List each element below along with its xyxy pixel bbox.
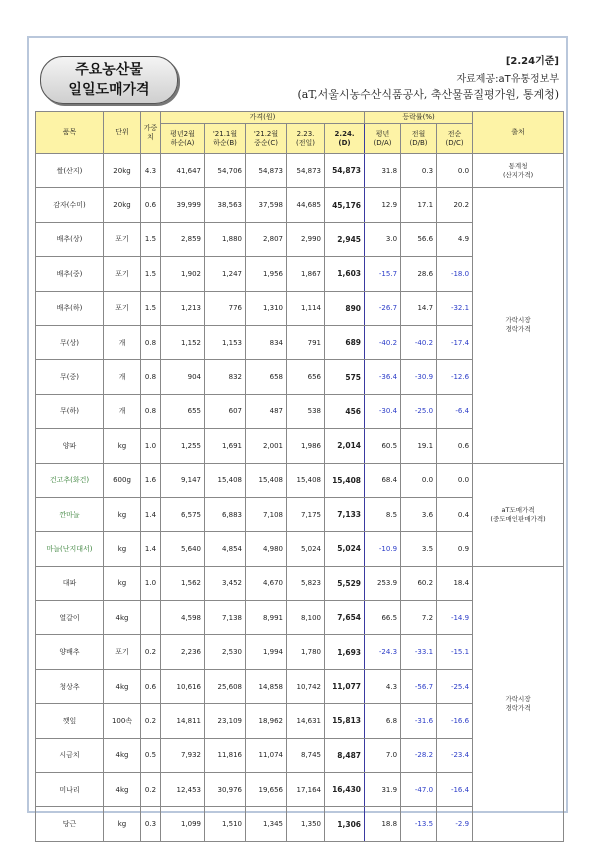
rate-db-cell: -40.2 bbox=[401, 325, 437, 359]
rate-da-cell: -40.2 bbox=[365, 325, 401, 359]
date-reference: [2.24기준] bbox=[505, 56, 559, 67]
price-d-cell: 1,603 bbox=[325, 257, 365, 291]
price-b-cell: 1,247 bbox=[205, 257, 246, 291]
col-dc: 전순 (D/C) bbox=[437, 124, 473, 154]
price-prev-cell: 1,867 bbox=[287, 257, 325, 291]
rate-db-cell: -33.1 bbox=[401, 635, 437, 669]
source-cell: 가락시장 경락가격 bbox=[473, 188, 564, 463]
price-prev-cell: 1,114 bbox=[287, 291, 325, 325]
weight-cell: 0.2 bbox=[141, 773, 161, 807]
price-prev-cell: 15,408 bbox=[287, 463, 325, 497]
price-prev-cell: 538 bbox=[287, 394, 325, 428]
weight-cell: 0.2 bbox=[141, 635, 161, 669]
price-d-cell: 1,693 bbox=[325, 635, 365, 669]
item-cell: 양배추 bbox=[36, 635, 104, 669]
rate-dc-cell: 0.6 bbox=[437, 429, 473, 463]
rate-db-cell: 0.0 bbox=[401, 463, 437, 497]
weight-cell: 1.6 bbox=[141, 463, 161, 497]
item-cell: 미나리 bbox=[36, 773, 104, 807]
rate-da-cell: 4.3 bbox=[365, 669, 401, 703]
price-a-cell: 1,255 bbox=[161, 429, 205, 463]
price-prev-cell: 17,164 bbox=[287, 773, 325, 807]
price-c-cell: 7,108 bbox=[246, 497, 287, 531]
price-a-cell: 904 bbox=[161, 360, 205, 394]
col-c: '21.2월 중순(C) bbox=[246, 124, 287, 154]
price-prev-cell: 14,631 bbox=[287, 704, 325, 738]
price-a-cell: 655 bbox=[161, 394, 205, 428]
rate-da-cell: 60.5 bbox=[365, 429, 401, 463]
weight-cell: 0.5 bbox=[141, 738, 161, 772]
price-d-cell: 575 bbox=[325, 360, 365, 394]
price-a-cell: 41,647 bbox=[161, 154, 205, 188]
unit-cell: 개 bbox=[104, 360, 141, 394]
rate-dc-cell: -25.4 bbox=[437, 669, 473, 703]
rate-dc-cell: 0.4 bbox=[437, 497, 473, 531]
rate-db-cell: 17.1 bbox=[401, 188, 437, 222]
weight-cell: 1.0 bbox=[141, 429, 161, 463]
rate-da-cell: -24.3 bbox=[365, 635, 401, 669]
title-line1: 주요농산물 bbox=[75, 62, 143, 78]
rate-db-cell: 56.6 bbox=[401, 222, 437, 256]
col-item: 품목 bbox=[36, 112, 104, 154]
price-c-cell: 487 bbox=[246, 394, 287, 428]
rate-dc-cell: 0.9 bbox=[437, 532, 473, 566]
unit-cell: 4kg bbox=[104, 773, 141, 807]
rate-dc-cell: -16.6 bbox=[437, 704, 473, 738]
rate-da-cell: 6.8 bbox=[365, 704, 401, 738]
price-d-cell: 11,077 bbox=[325, 669, 365, 703]
weight-cell: 0.2 bbox=[141, 704, 161, 738]
weight-cell: 0.8 bbox=[141, 325, 161, 359]
weight-cell: 4.3 bbox=[141, 154, 161, 188]
table-row bbox=[36, 463, 564, 497]
weight-cell: 1.0 bbox=[141, 566, 161, 600]
price-a-cell: 2,859 bbox=[161, 222, 205, 256]
rate-db-cell: 0.3 bbox=[401, 154, 437, 188]
price-c-cell: 834 bbox=[246, 325, 287, 359]
price-d-cell: 15,813 bbox=[325, 704, 365, 738]
rate-dc-cell: -2.9 bbox=[437, 807, 473, 841]
source-cell: 통계청 (산지가격) bbox=[473, 154, 564, 188]
weight-cell: 1.4 bbox=[141, 497, 161, 531]
rate-dc-cell: 0.0 bbox=[437, 154, 473, 188]
weight-cell: 0.8 bbox=[141, 394, 161, 428]
source-cell: 가락시장 경락가격 bbox=[473, 566, 564, 841]
weight-cell: 0.3 bbox=[141, 807, 161, 841]
price-prev-cell: 8,745 bbox=[287, 738, 325, 772]
col-db: 전월 (D/B) bbox=[401, 124, 437, 154]
item-cell: 당근 bbox=[36, 807, 104, 841]
unit-cell: kg bbox=[104, 497, 141, 531]
price-b-cell: 832 bbox=[205, 360, 246, 394]
price-a-cell: 1,213 bbox=[161, 291, 205, 325]
price-prev-cell: 5,024 bbox=[287, 532, 325, 566]
price-c-cell: 15,408 bbox=[246, 463, 287, 497]
rate-db-cell: 7.2 bbox=[401, 601, 437, 635]
rate-da-cell: -26.7 bbox=[365, 291, 401, 325]
price-b-cell: 15,408 bbox=[205, 463, 246, 497]
unit-cell: 20kg bbox=[104, 154, 141, 188]
item-cell: 건고추(화건) bbox=[36, 463, 104, 497]
col-weight: 가중치 bbox=[141, 112, 161, 154]
price-d-cell: 456 bbox=[325, 394, 365, 428]
price-table-body bbox=[36, 154, 564, 842]
unit-cell: kg bbox=[104, 807, 141, 841]
unit-cell: kg bbox=[104, 566, 141, 600]
rate-da-cell: 66.5 bbox=[365, 601, 401, 635]
price-c-cell: 2,001 bbox=[246, 429, 287, 463]
table-row bbox=[36, 566, 564, 600]
unit-cell: kg bbox=[104, 429, 141, 463]
price-c-cell: 11,074 bbox=[246, 738, 287, 772]
price-d-cell: 5,024 bbox=[325, 532, 365, 566]
price-c-cell: 8,991 bbox=[246, 601, 287, 635]
price-a-cell: 6,575 bbox=[161, 497, 205, 531]
rate-db-cell: -25.0 bbox=[401, 394, 437, 428]
price-c-cell: 1,345 bbox=[246, 807, 287, 841]
item-cell: 쌀(산지) bbox=[36, 154, 104, 188]
weight-cell: 0.6 bbox=[141, 669, 161, 703]
source-provider: 자료제공:aT유통정보부 bbox=[456, 74, 559, 85]
rate-da-cell: 18.8 bbox=[365, 807, 401, 841]
title-badge bbox=[40, 56, 178, 104]
price-c-cell: 4,670 bbox=[246, 566, 287, 600]
unit-cell: 4kg bbox=[104, 601, 141, 635]
price-a-cell: 5,640 bbox=[161, 532, 205, 566]
rate-da-cell: 3.0 bbox=[365, 222, 401, 256]
rate-db-cell: -30.9 bbox=[401, 360, 437, 394]
price-d-cell: 45,176 bbox=[325, 188, 365, 222]
price-a-cell: 7,932 bbox=[161, 738, 205, 772]
weight-cell: 1.5 bbox=[141, 222, 161, 256]
rate-dc-cell: 20.2 bbox=[437, 188, 473, 222]
price-c-cell: 54,873 bbox=[246, 154, 287, 188]
price-prev-cell: 1,780 bbox=[287, 635, 325, 669]
unit-cell: 4kg bbox=[104, 669, 141, 703]
weight-cell: 0.8 bbox=[141, 360, 161, 394]
price-d-cell: 2,945 bbox=[325, 222, 365, 256]
rate-da-cell: -10.9 bbox=[365, 532, 401, 566]
unit-cell: 개 bbox=[104, 325, 141, 359]
unit-cell: 포기 bbox=[104, 291, 141, 325]
price-a-cell: 10,616 bbox=[161, 669, 205, 703]
rate-da-cell: 12.9 bbox=[365, 188, 401, 222]
price-b-cell: 25,608 bbox=[205, 669, 246, 703]
item-cell: 배추(중) bbox=[36, 257, 104, 291]
price-a-cell: 1,902 bbox=[161, 257, 205, 291]
price-d-cell: 16,430 bbox=[325, 773, 365, 807]
rate-da-cell: 8.5 bbox=[365, 497, 401, 531]
price-prev-cell: 54,873 bbox=[287, 154, 325, 188]
rate-da-cell: -15.7 bbox=[365, 257, 401, 291]
price-d-cell: 890 bbox=[325, 291, 365, 325]
price-d-cell: 15,408 bbox=[325, 463, 365, 497]
price-prev-cell: 7,175 bbox=[287, 497, 325, 531]
col-a: 평년2월 하순(A) bbox=[161, 124, 205, 154]
rate-db-cell: 28.6 bbox=[401, 257, 437, 291]
rate-da-cell: 68.4 bbox=[365, 463, 401, 497]
price-c-cell: 2,807 bbox=[246, 222, 287, 256]
price-c-cell: 1,310 bbox=[246, 291, 287, 325]
col-b: '21.1월 하순(B) bbox=[205, 124, 246, 154]
price-b-cell: 38,563 bbox=[205, 188, 246, 222]
price-b-cell: 1,153 bbox=[205, 325, 246, 359]
rate-db-cell: -47.0 bbox=[401, 773, 437, 807]
rate-dc-cell: -23.4 bbox=[437, 738, 473, 772]
price-a-cell: 1,562 bbox=[161, 566, 205, 600]
item-cell: 청상추 bbox=[36, 669, 104, 703]
unit-cell: 20kg bbox=[104, 188, 141, 222]
price-a-cell: 1,152 bbox=[161, 325, 205, 359]
rate-db-cell: 3.6 bbox=[401, 497, 437, 531]
price-b-cell: 1,880 bbox=[205, 222, 246, 256]
item-cell: 양파 bbox=[36, 429, 104, 463]
price-c-cell: 37,598 bbox=[246, 188, 287, 222]
price-d-cell: 7,133 bbox=[325, 497, 365, 531]
price-d-cell: 689 bbox=[325, 325, 365, 359]
rate-db-cell: -56.7 bbox=[401, 669, 437, 703]
price-b-cell: 2,530 bbox=[205, 635, 246, 669]
price-a-cell: 12,453 bbox=[161, 773, 205, 807]
price-d-cell: 1,306 bbox=[325, 807, 365, 841]
price-d-cell: 2,014 bbox=[325, 429, 365, 463]
rate-dc-cell: 18.4 bbox=[437, 566, 473, 600]
price-c-cell: 658 bbox=[246, 360, 287, 394]
col-rate-group: 등락률(%) bbox=[365, 112, 473, 124]
source-agencies: (aT,서울시농수산식품공사, 축산물품질평가원, 통계청) bbox=[297, 88, 559, 101]
price-b-cell: 1,510 bbox=[205, 807, 246, 841]
price-prev-cell: 10,742 bbox=[287, 669, 325, 703]
col-d: 2.24. (D) bbox=[325, 124, 365, 154]
unit-cell: 개 bbox=[104, 394, 141, 428]
price-c-cell: 19,656 bbox=[246, 773, 287, 807]
weight-cell: 0.6 bbox=[141, 188, 161, 222]
rate-db-cell: 14.7 bbox=[401, 291, 437, 325]
weight-cell: 1.4 bbox=[141, 532, 161, 566]
rate-da-cell: 31.9 bbox=[365, 773, 401, 807]
unit-cell: 포기 bbox=[104, 635, 141, 669]
price-c-cell: 1,994 bbox=[246, 635, 287, 669]
rate-dc-cell: -32.1 bbox=[437, 291, 473, 325]
rate-db-cell: -28.2 bbox=[401, 738, 437, 772]
table-row bbox=[36, 154, 564, 188]
item-cell: 배추(상) bbox=[36, 222, 104, 256]
rate-dc-cell: -18.0 bbox=[437, 257, 473, 291]
item-cell: 깻잎 bbox=[36, 704, 104, 738]
rate-dc-cell: -14.9 bbox=[437, 601, 473, 635]
price-b-cell: 30,976 bbox=[205, 773, 246, 807]
item-cell: 감자(수미) bbox=[36, 188, 104, 222]
price-b-cell: 23,109 bbox=[205, 704, 246, 738]
price-prev-cell: 5,823 bbox=[287, 566, 325, 600]
unit-cell: kg bbox=[104, 532, 141, 566]
price-prev-cell: 1,350 bbox=[287, 807, 325, 841]
unit-cell: 600g bbox=[104, 463, 141, 497]
rate-dc-cell: 4.9 bbox=[437, 222, 473, 256]
price-c-cell: 18,962 bbox=[246, 704, 287, 738]
rate-dc-cell: -6.4 bbox=[437, 394, 473, 428]
price-a-cell: 14,811 bbox=[161, 704, 205, 738]
unit-cell: 4kg bbox=[104, 738, 141, 772]
col-da: 평년 (D/A) bbox=[365, 124, 401, 154]
col-prev: 2.23. (전일) bbox=[287, 124, 325, 154]
price-d-cell: 8,487 bbox=[325, 738, 365, 772]
item-cell: 무(상) bbox=[36, 325, 104, 359]
price-b-cell: 4,854 bbox=[205, 532, 246, 566]
price-b-cell: 11,816 bbox=[205, 738, 246, 772]
weight-cell: 1.5 bbox=[141, 291, 161, 325]
price-c-cell: 1,956 bbox=[246, 257, 287, 291]
price-b-cell: 776 bbox=[205, 291, 246, 325]
price-a-cell: 4,598 bbox=[161, 601, 205, 635]
rate-da-cell: 31.8 bbox=[365, 154, 401, 188]
col-price-group: 가격(원) bbox=[161, 112, 365, 124]
rate-dc-cell: -12.6 bbox=[437, 360, 473, 394]
rate-db-cell: 3.5 bbox=[401, 532, 437, 566]
price-b-cell: 6,883 bbox=[205, 497, 246, 531]
title-line2: 일일도매가격 bbox=[68, 82, 150, 98]
price-b-cell: 1,691 bbox=[205, 429, 246, 463]
price-b-cell: 3,452 bbox=[205, 566, 246, 600]
weight-cell bbox=[141, 601, 161, 635]
item-cell: 대파 bbox=[36, 566, 104, 600]
price-b-cell: 607 bbox=[205, 394, 246, 428]
rate-da-cell: 253.9 bbox=[365, 566, 401, 600]
price-c-cell: 14,858 bbox=[246, 669, 287, 703]
item-cell: 시금치 bbox=[36, 738, 104, 772]
table-row bbox=[36, 188, 564, 222]
price-b-cell: 7,138 bbox=[205, 601, 246, 635]
item-cell: 마늘(난지대서) bbox=[36, 532, 104, 566]
col-unit: 단위 bbox=[104, 112, 141, 154]
price-prev-cell: 8,100 bbox=[287, 601, 325, 635]
item-cell: 배추(하) bbox=[36, 291, 104, 325]
rate-da-cell: -36.4 bbox=[365, 360, 401, 394]
rate-da-cell: 7.0 bbox=[365, 738, 401, 772]
item-cell: 열갈이 bbox=[36, 601, 104, 635]
rate-dc-cell: -16.4 bbox=[437, 773, 473, 807]
unit-cell: 포기 bbox=[104, 257, 141, 291]
rate-db-cell: -31.6 bbox=[401, 704, 437, 738]
rate-dc-cell: -15.1 bbox=[437, 635, 473, 669]
price-prev-cell: 656 bbox=[287, 360, 325, 394]
price-b-cell: 54,706 bbox=[205, 154, 246, 188]
rate-db-cell: 19.1 bbox=[401, 429, 437, 463]
item-cell: 무(중) bbox=[36, 360, 104, 394]
price-table bbox=[35, 111, 564, 842]
source-cell: aT도매가격 (중도매인판매가격) bbox=[473, 463, 564, 566]
price-a-cell: 39,999 bbox=[161, 188, 205, 222]
price-d-cell: 5,529 bbox=[325, 566, 365, 600]
price-a-cell: 2,236 bbox=[161, 635, 205, 669]
col-source: 출처 bbox=[473, 112, 564, 154]
price-a-cell: 9,147 bbox=[161, 463, 205, 497]
price-prev-cell: 1,986 bbox=[287, 429, 325, 463]
rate-dc-cell: -17.4 bbox=[437, 325, 473, 359]
unit-cell: 100속 bbox=[104, 704, 141, 738]
item-cell: 무(하) bbox=[36, 394, 104, 428]
rate-dc-cell: 0.0 bbox=[437, 463, 473, 497]
price-a-cell: 1,099 bbox=[161, 807, 205, 841]
price-prev-cell: 791 bbox=[287, 325, 325, 359]
weight-cell: 1.5 bbox=[141, 257, 161, 291]
rate-db-cell: -13.5 bbox=[401, 807, 437, 841]
price-prev-cell: 2,990 bbox=[287, 222, 325, 256]
price-c-cell: 4,980 bbox=[246, 532, 287, 566]
price-d-cell: 7,654 bbox=[325, 601, 365, 635]
item-cell: 깐마늘 bbox=[36, 497, 104, 531]
rate-da-cell: -30.4 bbox=[365, 394, 401, 428]
unit-cell: 포기 bbox=[104, 222, 141, 256]
rate-db-cell: 60.2 bbox=[401, 566, 437, 600]
price-prev-cell: 44,685 bbox=[287, 188, 325, 222]
price-d-cell: 54,873 bbox=[325, 154, 365, 188]
